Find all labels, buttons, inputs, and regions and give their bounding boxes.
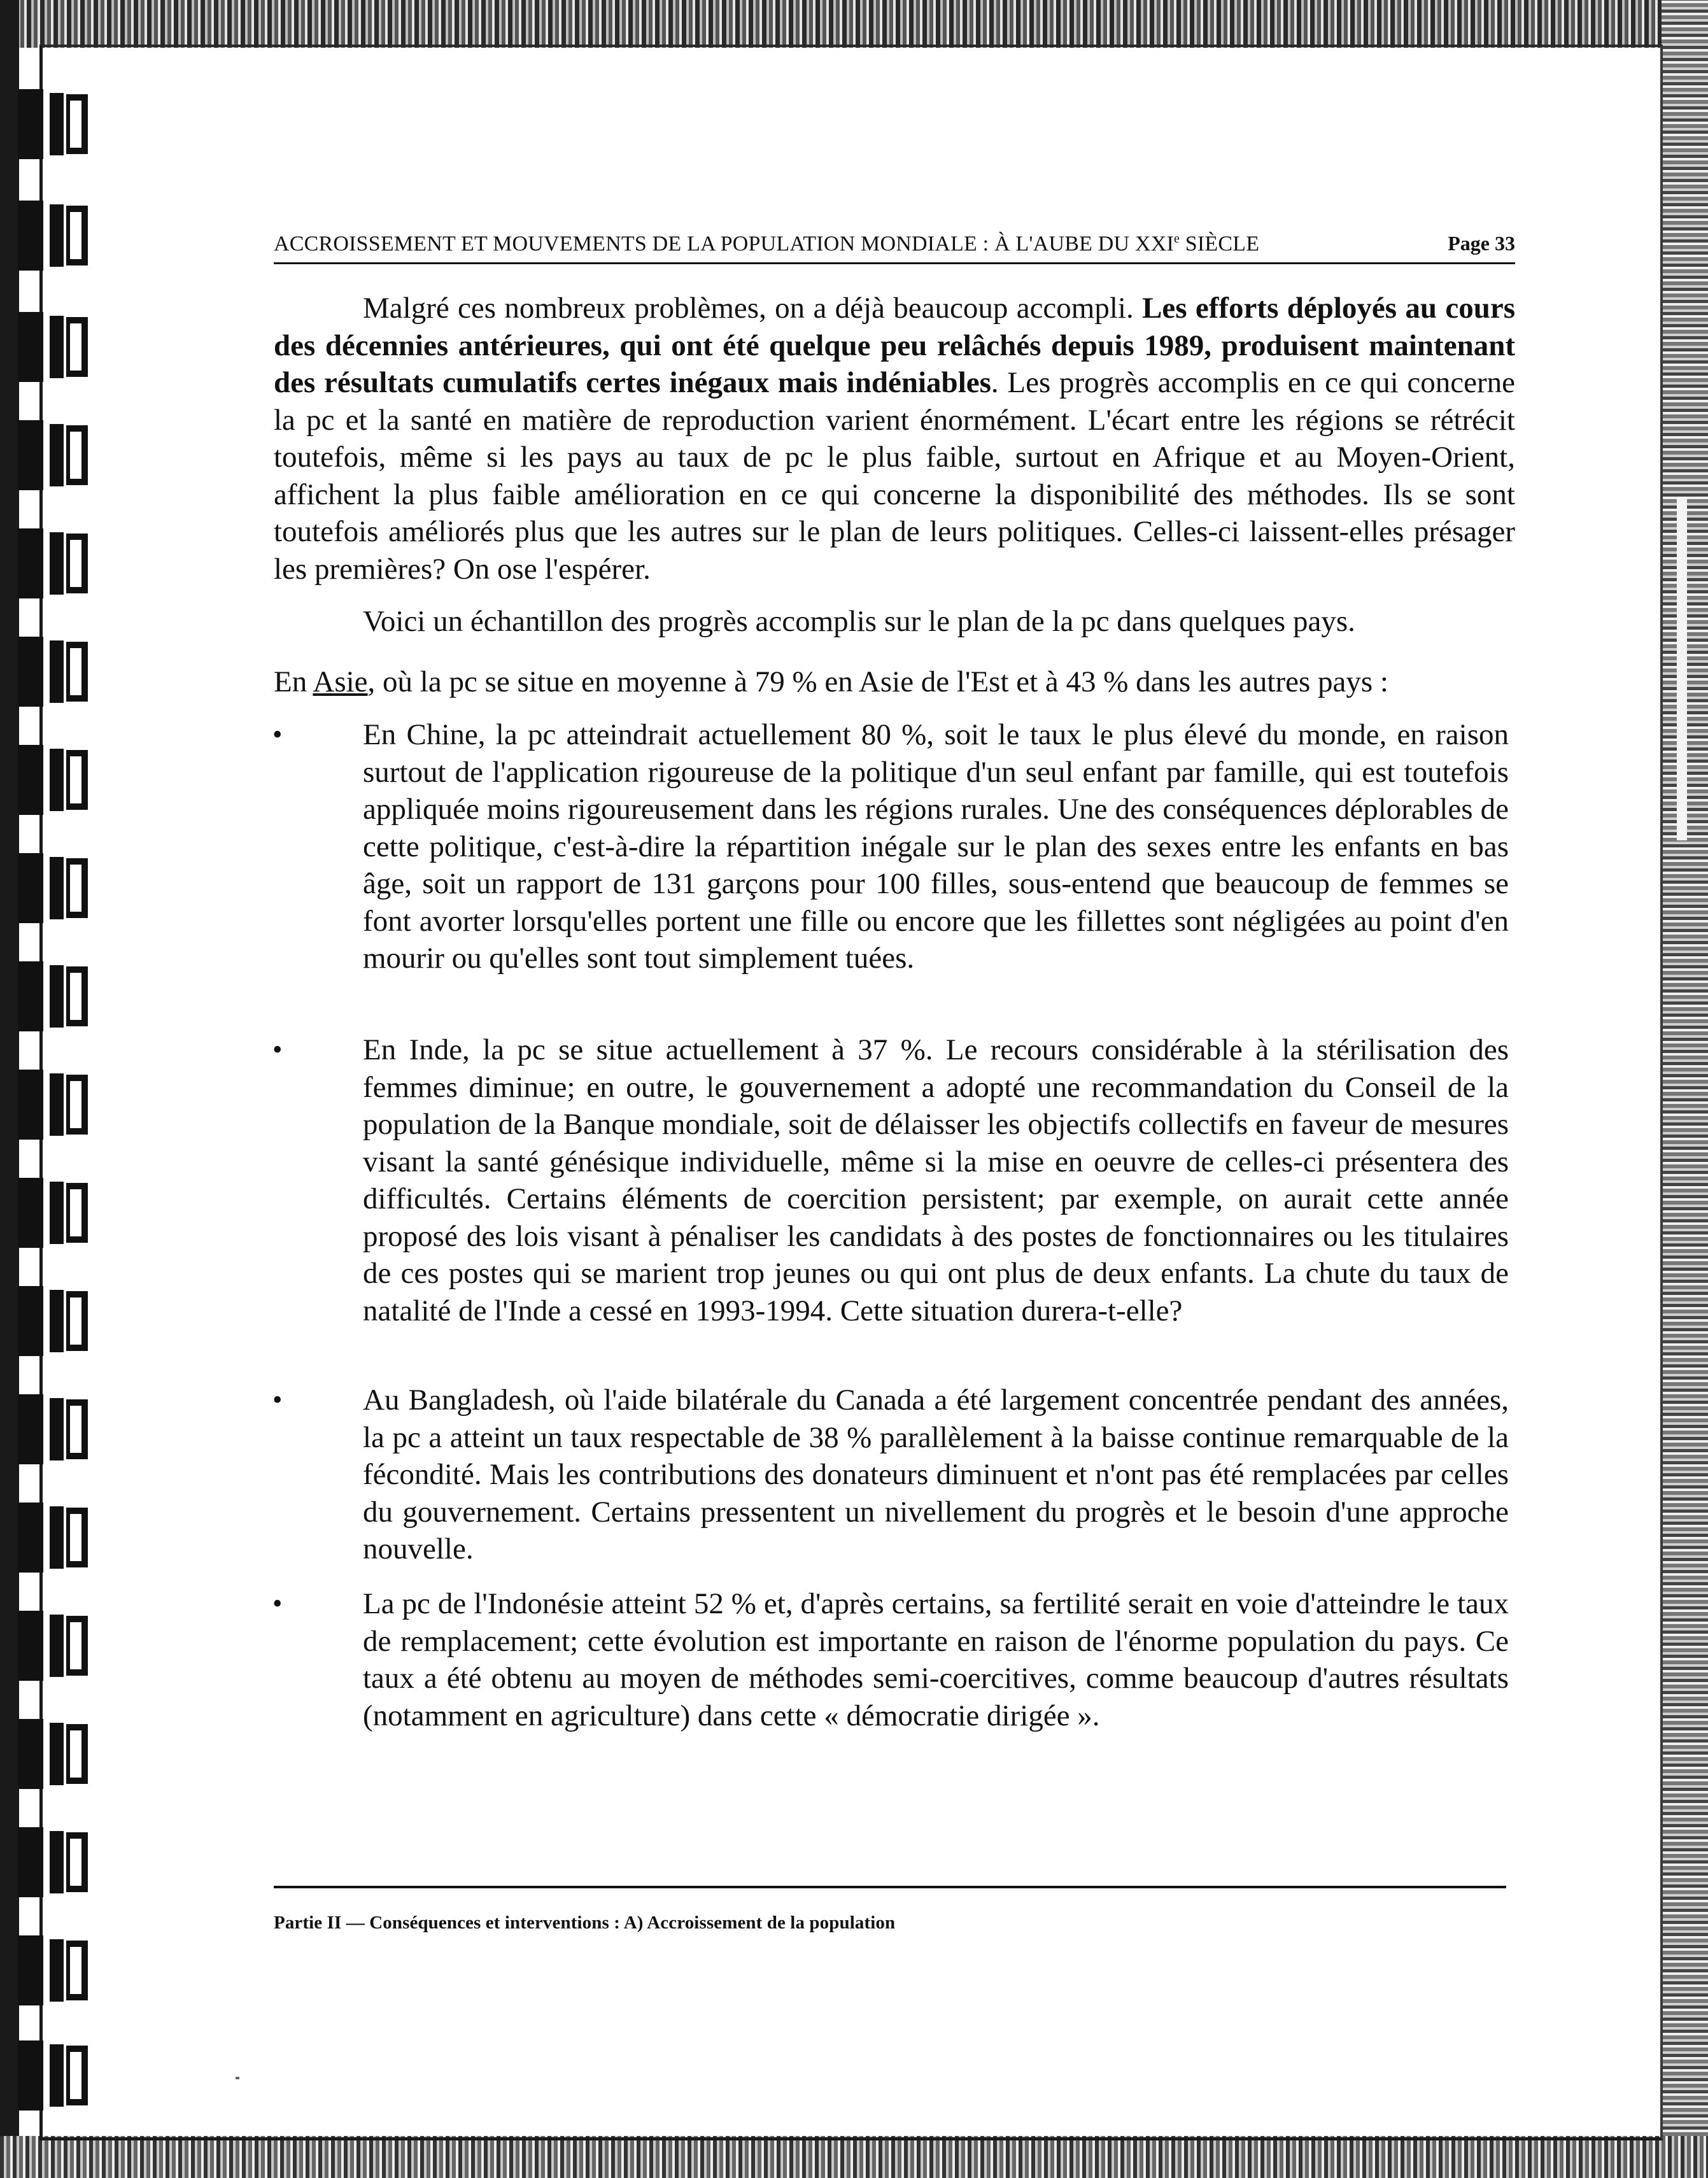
binding-ring	[0, 1503, 95, 1573]
binding-ring	[0, 1178, 95, 1248]
bullet-item-indonesia: La pc de l'Indonésie atteint 52 % et, d'après certains, sa fertilité serait en voie d'atteindre le taux de remplacement; cette évolution est importante en raison de l'énorme population du pays. Ce taux a été obtenu au moyen de méthodes semi-coercitives, comme beaucoup d'autres résultats (notamment en agriculture) dans cette « démocratie dirigée ».	[363, 1587, 1509, 1732]
binding-ring	[0, 2040, 95, 2111]
page-number: Page 33	[1448, 232, 1515, 255]
bold-statement: Les efforts déployés au cours des décennies antérieures, qui ont été quelque peu relâchés depuis 1989, produisent maintenant des résultats cumulatifs certes inégaux mais indéniables	[274, 292, 1515, 399]
paragraph-sample: Voici un échantillon des progrès accomplis sur le plan de la pc dans quelques pays.	[363, 605, 1355, 638]
binding-ring	[0, 745, 95, 815]
scan-edge-bottom	[0, 2136, 1708, 2178]
binding-ring	[0, 528, 95, 598]
paragraph-asia: En Asie, où la pc se situe en moyenne à 79 % en Asie de l'Est et à 43 % dans les autres pays :	[274, 665, 1388, 698]
binding-ring	[0, 1935, 95, 2005]
underlined-asie: Asie	[313, 665, 368, 698]
bullet-marker: •	[272, 719, 283, 750]
running-footer: Partie II — Conséquences et interventions : A) Accroissement de la population	[274, 1913, 896, 1933]
bullet-item-bangladesh: Au Bangladesh, où l'aide bilatérale du Canada a été largement concentrée pendant des années, la pc a atteint un taux respectable de 38 % parallèlement à la baisse continue remarquable de la fécondité. Mais les contributions des donateurs diminuent et n'ont pas été remplacées par celles du gouvernement. Certains pressentent un nivellement du progrès et le besoin d'une approche nouvelle.	[363, 1383, 1509, 1566]
binding-ring	[0, 1394, 95, 1464]
scan-edge-top	[0, 0, 1708, 48]
bullet-item-china: En Chine, la pc atteindrait actuellement 80 %, soit le taux le plus élevé du monde, en raison surtout de l'application rigoureuse de la politique d'un seul enfant par famille, qui est toutefois appliquée moins rigoureusement dans les régions rurales. Une des conséquences déplorables de cette politique, c'est-à-dire la répartition inégale sur le plan des sexes entre les enfants en bas âge, soit un rapport de 131 garçons pour 100 filles, sous-entend que beaucoup de femmes se font avorter lorsqu'elles portent une fille ou encore que les fillettes sont négligées au point d'en mourir ou qu'elles sont tout simplement tuées.	[363, 718, 1509, 975]
binding-ring	[0, 1719, 95, 1789]
running-header	[274, 229, 1515, 264]
binding-ring	[0, 89, 95, 159]
scan-speck	[236, 2077, 239, 2079]
binding-ring	[0, 1611, 95, 1681]
bullet-marker: •	[272, 1034, 283, 1065]
binding-ring	[0, 201, 95, 271]
binding-ring	[0, 312, 95, 382]
binding-ring	[0, 1827, 95, 1897]
paragraph-intro: Malgré ces nombreux problèmes, on a déjà beaucoup accompli. Les efforts déployés au cours des décennies antérieures, qui ont été quelque peu relâchés depuis 1989, produisent maintenant des résultats cumulatifs certes inégaux mais indéniables. Les progrès accomplis en ce qui concerne la pc et la santé en matière de reproduction varient énormément. L'écart entre les régions se rétrécit toutefois, même si les pays au taux de pc le plus faible, surtout en Afrique et au Moyen-Orient, affichent la plus faible amélioration en ce qui concerne la disponibilité des méthodes. Ils se sont toutefois améliorés plus que les autres sur le plan de leurs politiques. Celles-ci laissent-elles présager les premières? On ose l'espérer.	[274, 292, 1515, 586]
footer-rule	[274, 1886, 1506, 1888]
header-title: ACCROISSEMENT ET MOUVEMENTS DE LA POPULATION MONDIALE : À L'AUBE DU XXIe SIÈCLE	[274, 232, 1260, 256]
binding-ring	[0, 1070, 95, 1140]
bullet-marker: •	[272, 1588, 283, 1619]
spiral-binding	[0, 0, 115, 2178]
scan-edge-right	[1662, 0, 1708, 2178]
binding-ring	[0, 637, 95, 707]
scan-edge-right-mark	[1677, 497, 1687, 840]
binding-ring	[0, 1286, 95, 1356]
binding-ring	[0, 853, 95, 923]
bullet-marker: •	[272, 1384, 283, 1415]
binding-ring	[0, 420, 95, 490]
binding-ring	[0, 961, 95, 1031]
bullet-item-india: En Inde, la pc se situe actuellement à 37 %. Le recours considérable à la stérilisation des femmes diminue; en outre, le gouvernement a adopté une recommandation du Conseil de la population de la Banque mondiale, soit de délaisser les objectifs collectifs en faveur de mesures visant la santé génésique individuelle, même si la mise en oeuvre de celles-ci présentera des difficultés. Certains éléments de coercition persistent; par exemple, on aurait cette année proposé des lois visant à pénaliser les candidats à des postes de fonctionnaires ou les titulaires de ces postes qui se marient trop jeunes ou qui ont plus de deux enfants. La chute du taux de natalité de l'Inde a cessé en 1993-1994. Cette situation durera-t-elle?	[363, 1033, 1509, 1327]
